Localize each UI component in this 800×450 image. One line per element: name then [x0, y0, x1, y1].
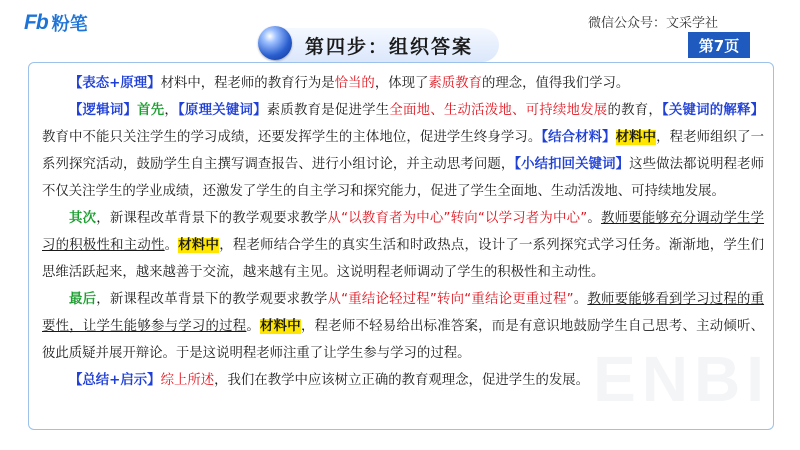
highlight-material: 材料中: [260, 319, 301, 334]
page-number-badge: 第7页: [688, 32, 750, 58]
keyword-quality-education: 素质教育: [428, 76, 482, 91]
tag-combine-material: 【结合材料】: [541, 130, 616, 145]
highlight-material: 材料中: [178, 238, 220, 253]
tag-logic-word: 【逻辑词】: [69, 103, 138, 118]
keyword-all-round-development: 全面地、生动活泼地、可持续地发展: [389, 103, 608, 118]
keyword-learner-centered: 从“以教育者为中心”转向“以学习者为中心”: [327, 211, 588, 226]
step-title: 第四步：组织答案: [304, 35, 473, 58]
tag-keyword-explanation: 【关键词的解释】: [661, 103, 765, 118]
logic-last: 最后: [69, 292, 97, 307]
answer-body: [42, 70, 764, 394]
step-title-bar: [263, 28, 499, 62]
underlined-principle: 教师要能够看到学习过程的重要性，让学生能够参与学习的过程: [42, 292, 765, 334]
logic-first: 首先: [137, 103, 165, 118]
paragraph-summary: 【总结+启示】综上所述，我们在教学中应该树立正确的教育观理念，促进学生的发展。: [69, 373, 590, 388]
logo-mark: Fb: [24, 11, 48, 34]
tag-principle-keyword: 【原理关键词】: [178, 103, 267, 118]
highlight-material: 材料中: [615, 130, 657, 145]
paragraph-last: 最后，新课程改革背景下的教学观要求教学从“重结论轻过程”转向“重结论更重过程”。教师要能够看到学习过程的重要性，让学生能够参与学习的过程。材料中，程老师不轻易给出标准答案，而是有意识地鼓励学生自己思考、主动倾听、彼此质疑并展开辩论。于是这说明程老师注重了让学生参与学习的过程。: [42, 292, 765, 361]
keyword-process-oriented: 从“重结论轻过程”转向“重结论更重过程”: [327, 292, 574, 307]
tag-summary-inspiration: 【总结+启示】: [69, 373, 161, 388]
paragraph-stance: 【表态+原理】材料中，程老师的教育行为是恰当的，体现了素质教育的理念，值得我们学习。: [69, 76, 630, 91]
keyword-appropriate: 恰当的: [334, 76, 375, 91]
fenbi-logo: [24, 10, 88, 36]
tag-summary-keyword: 【小结扣回关键词】: [514, 157, 630, 172]
tag-stance-principle: 【表态+原理】: [69, 76, 161, 91]
keyword-in-summary: 综上所述: [160, 373, 215, 388]
fenbi-watermark: ENBI: [593, 343, 770, 415]
paragraph-second: 其次，新课程改革背景下的教学观要求教学从“以教育者为中心”转向“以学习者为中心”。教师要能够充分调动学生学习的积极性和主动性。材料中，程老师结合学生的真实生活和时政热点，设计了一系列探究式学习任务。渐渐地，学生们思维活跃起来，越来越善于交流，越来越有主见。这说明程老师调动了学生的积极性和主动性。: [42, 211, 765, 280]
wechat-account-label: 微信公众号：文采学社: [588, 16, 719, 31]
blue-orb-icon: [258, 26, 292, 60]
paragraph-first: 【逻辑词】首先，【原理关键词】素质教育是促进学生全面地、生动活泼地、可持续地发展的教育，【关键词的解释】教育中不能只关注学生的学习成绩，还要发挥学生的主体地位，促进学生终身学习。【结合材料】材料中，程老师组织了一系列探究活动，鼓励学生自主撰写调查报告、进行小组讨论，并主动思考问题，【小结扣回关键词】这些做法都说明程老师不仅关注学生的学业成绩，还激发了学生的自主学习和探究能力，促进了学生全面地、生动活泼地、可持续地发展。: [42, 103, 765, 199]
logo-text: 粉笔: [51, 14, 88, 35]
logic-second: 其次: [69, 211, 97, 226]
underlined-principle: 教师要能够充分调动学生学习的积极性和主动性: [42, 211, 765, 253]
